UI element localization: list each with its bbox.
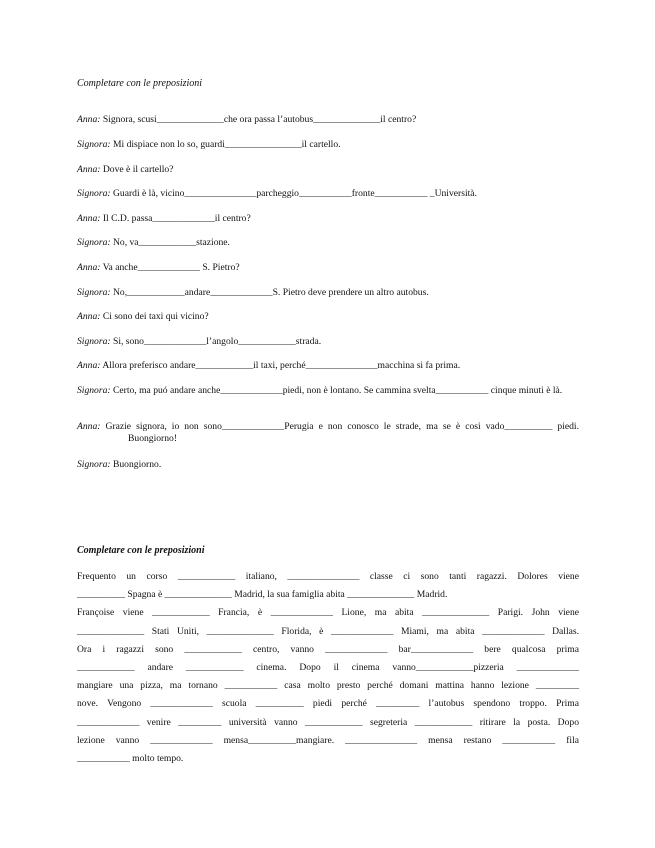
paragraph-line: ___________ molto tempo. xyxy=(77,753,184,765)
paragraph-line: nove. Vengono _____________ scuola __________ piedi perché _________ l’autobus spendono troppo. Prima xyxy=(77,698,579,710)
paragraph-line: __________ Spagna è ______________ Madrid, la sua famiglia abita ______________ Madrid. xyxy=(77,589,448,601)
speaker: Anna: xyxy=(77,311,101,322)
speaker: Anna: xyxy=(77,262,101,273)
speaker: Anna: xyxy=(77,213,101,224)
speaker: Signora: xyxy=(77,188,111,199)
line-text: No, va____________stazione. xyxy=(112,237,230,248)
line-text: Grazie signora, io non sono_____________Perugia e non conosco le strade, ma se è cosi vado__________ piedi. Buongiorno! xyxy=(105,421,579,444)
dialogue-line xyxy=(77,459,579,471)
paragraph-line: ____________ andare ____________ cinema. Dopo il cinema vanno____________pizzeria _____________ xyxy=(77,662,579,674)
line-text: Buongiorno. xyxy=(112,459,162,470)
line-block xyxy=(77,421,579,445)
exercise-2-paragraph xyxy=(77,568,579,768)
paragraph-line: Françoise viene ____________ Francia, è _____________ Lione, ma abita ______________ Parigi. John viene xyxy=(77,607,579,619)
line-text: Va anche_____________ S. Pietro? xyxy=(102,262,240,273)
speaker: Signora: xyxy=(77,459,111,470)
dialogue-line xyxy=(77,262,579,274)
line-text: Signora, scusi______________che ora passa l’autobus______________il centro? xyxy=(102,114,417,125)
dialogue-line xyxy=(77,237,579,249)
line-text: Allora preferisco andare____________il taxi, perché_______________macchina si fa prima. xyxy=(102,360,461,371)
line-text: Certo, ma puó andare anche_____________piedi, non è lontano. Se cammina svelta___________ cinque minuti è là. xyxy=(112,385,563,396)
dialogue-line xyxy=(77,139,579,151)
line-text: Si, sono_____________l’angolo____________strada. xyxy=(112,336,322,347)
paragraph-line: _____________ venire _________ università vanno ____________ segreteria ____________ ritirare la posta. Dopo xyxy=(77,716,579,728)
speaker: Signora: xyxy=(77,139,111,150)
exercise-2-title: Completare con le preposizioni xyxy=(77,545,205,556)
dialogue-line xyxy=(77,213,579,225)
paragraph-line: mangiare una pizza, ma tornano ___________ casa molto presto perché domani mattina hanno lezione _________ xyxy=(77,680,579,692)
dialogue-line xyxy=(77,360,579,372)
dialogue-line xyxy=(77,164,579,176)
dialogue-line xyxy=(77,114,579,126)
dialogue-line xyxy=(77,188,579,200)
paragraph-line: Ora i ragazzi sono ____________ centro, vanno _____________ bar_____________ bere qualcosa prima xyxy=(77,643,579,655)
speaker: Anna: xyxy=(77,421,101,432)
paragraph-line: ______________ Stati Uniti, ______________ Florida, è _____________ Miami, ma abita _____________ Dallas. xyxy=(77,625,579,637)
speaker: Anna: xyxy=(77,164,101,175)
dialogue-line xyxy=(77,287,579,299)
line-text: Guardi è là, vicino_______________parcheggio___________fronte___________ _Università. xyxy=(112,188,477,199)
speaker: Signora: xyxy=(77,287,111,298)
paragraph-line: lezione vanno _____________ mensa__________mangiare. _______________ mensa restano ___________ fila xyxy=(77,734,579,746)
speaker: Signora: xyxy=(77,237,111,248)
dialogue-line xyxy=(77,385,579,397)
line-text: Dove è il cartello? xyxy=(102,164,174,175)
speaker: Anna: xyxy=(77,360,101,371)
line-text: No,____________andare_____________S. Pietro deve prendere un altro autobus. xyxy=(112,287,429,298)
line-block xyxy=(77,385,579,397)
dialogue-line xyxy=(77,336,579,348)
speaker: Anna: xyxy=(77,114,101,125)
dialogue-line xyxy=(77,421,579,445)
speaker: Signora: xyxy=(77,385,111,396)
dialogue-line xyxy=(77,311,579,323)
line-text: Il C.D. passa_____________il centro? xyxy=(102,213,251,224)
line-text: Mi dispiace non lo so, guardi________________il cartello. xyxy=(112,139,341,150)
line-text: Ci sono dei taxi qui vicino? xyxy=(102,311,209,322)
exercise-1-title: Completare con le preposizioni xyxy=(77,78,203,89)
speaker: Signora: xyxy=(77,336,111,347)
paragraph-line: Frequento un corso ____________ italiano, _______________ classe ci sono tanti ragazzi. Dolores viene xyxy=(77,571,579,582)
